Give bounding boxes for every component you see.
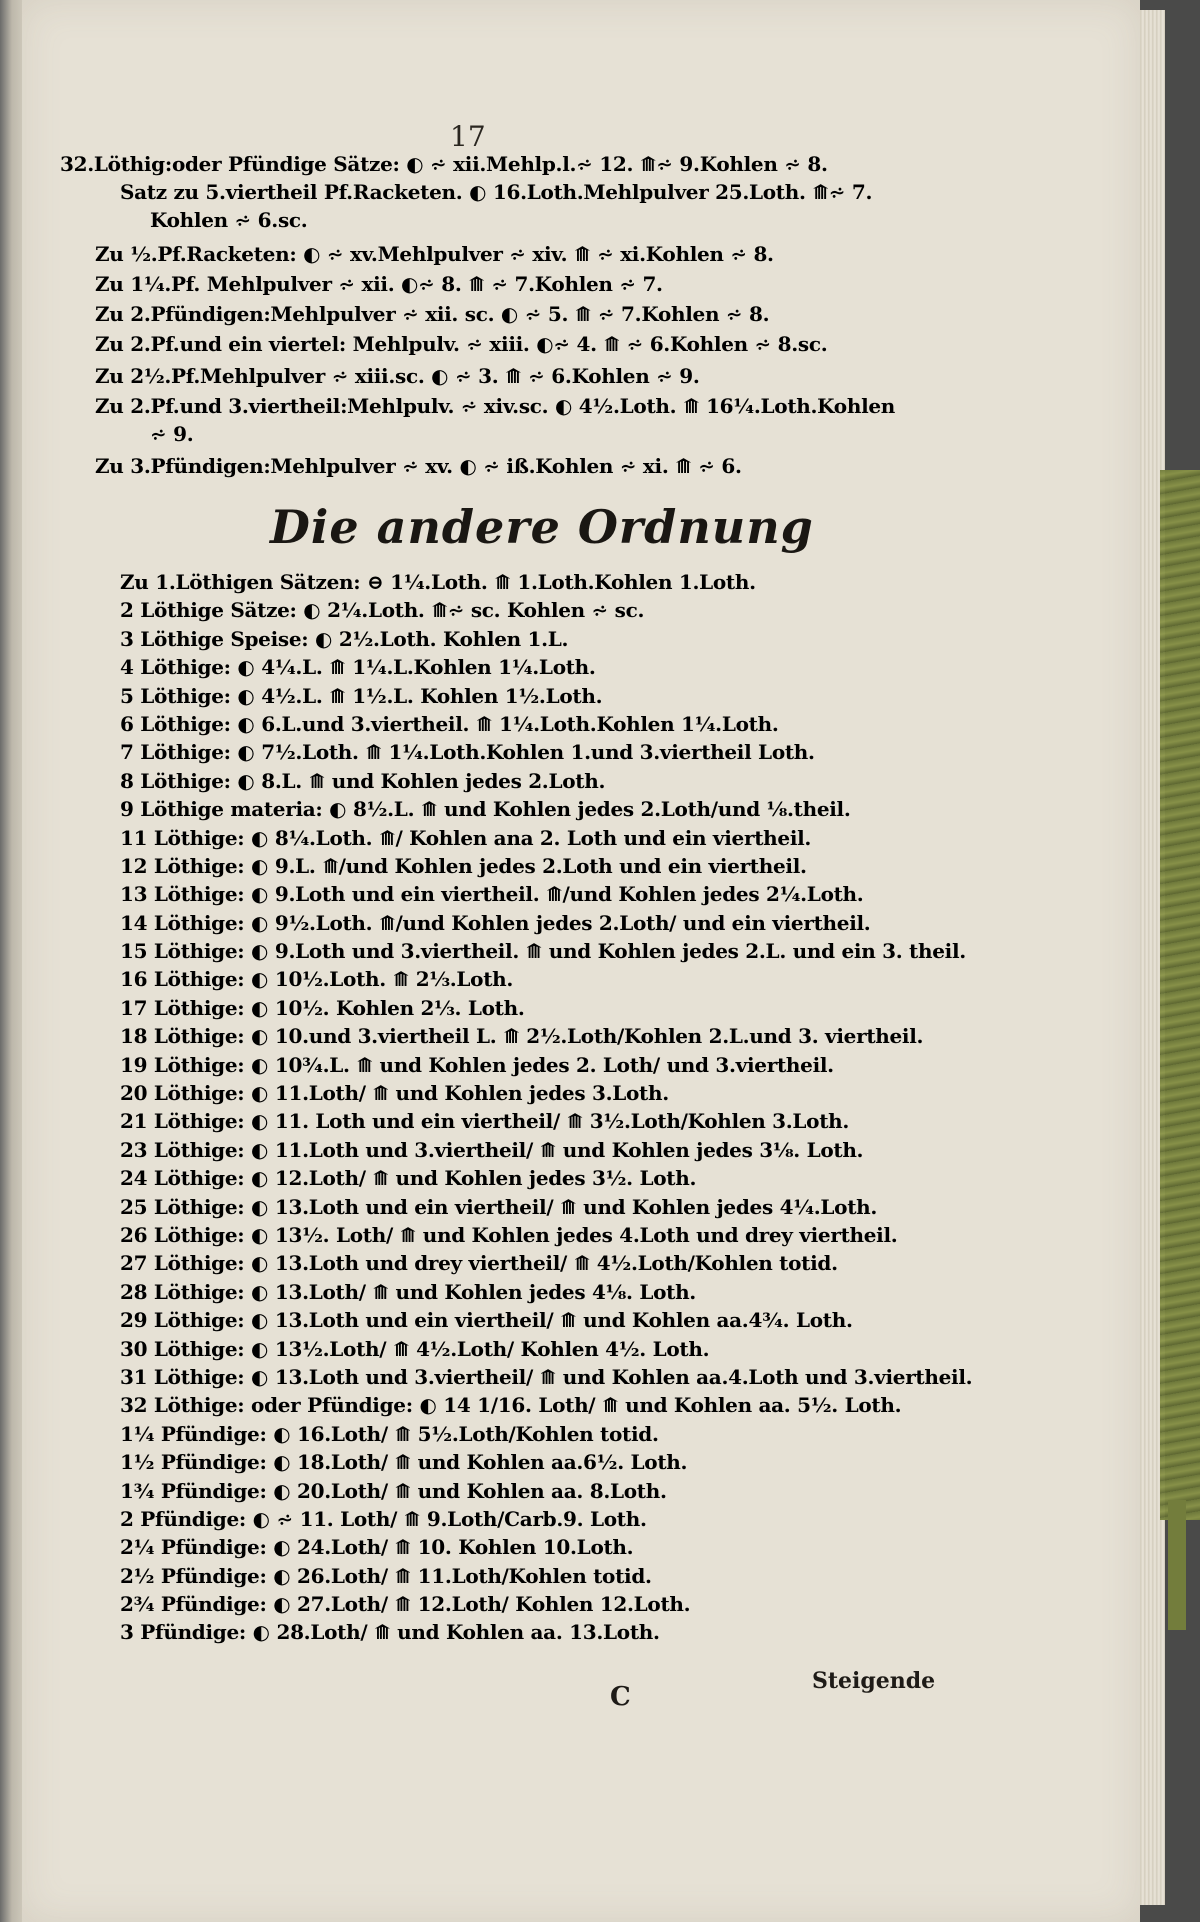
recipe-list-line: 3 Pfündige: ◐ 28.Loth/ ⟰ und Kohlen aa. 13.Loth. [120, 1620, 660, 1645]
recipe-list-line: 12 Löthige: ◐ 9.L. ⟰/und Kohlen jedes 2.Loth und ein viertheil. [120, 853, 807, 878]
recipe-list-line: 25 Löthige: ◐ 13.Loth und ein viertheil/ ⟰ und Kohlen jedes 4¼.Loth. [120, 1194, 878, 1219]
bookmark-ribbon [1160, 470, 1200, 1520]
recipe-list-line: 32 Löthige: oder Pfündige: ◐ 14 1/16. Loth/ ⟰ und Kohlen aa. 5½. Loth. [120, 1393, 902, 1418]
recipe-list-line: 18 Löthige: ◐ 10.und 3.viertheil L. ⟰ 2½.Loth/Kohlen 2.L.und 3. viertheil. [120, 1024, 924, 1049]
top-recipe-line: Zu 2.Pfündigen:Mehlpulver ⩫ xii. sc. ◐ ⩫ 5. ⟰ ⩫ 7.Kohlen ⩫ 8. [95, 302, 770, 326]
page-number: 17 [450, 120, 486, 153]
recipe-list-line: 13 Löthige: ◐ 9.Loth und ein viertheil. ⟰/und Kohlen jedes 2¼.Loth. [120, 882, 864, 907]
recipe-list-line: 14 Löthige: ◐ 9½.Loth. ⟰/und Kohlen jedes 2.Loth/ und ein viertheil. [120, 910, 871, 935]
section-heading: Die andere Ordnung [270, 500, 814, 554]
recipe-list-line: 5 Löthige: ◐ 4½.L. ⟰ 1½.L. Kohlen 1½.Loth. [120, 683, 603, 708]
recipe-list-line: 4 Löthige: ◐ 4¼.L. ⟰ 1¼.L.Kohlen 1¼.Loth. [120, 655, 596, 680]
recipe-list-line: 26 Löthige: ◐ 13½. Loth/ ⟰ und Kohlen jedes 4.Loth und drey viertheil. [120, 1222, 898, 1247]
recipe-list-line: 17 Löthige: ◐ 10½. Kohlen 2⅓. Loth. [120, 995, 525, 1020]
recipe-list-line: 21 Löthige: ◐ 11. Loth und ein viertheil/ ⟰ 3½.Loth/Kohlen 3.Loth. [120, 1109, 850, 1134]
recipe-list-line: 1½ Pfündige: ◐ 18.Loth/ ⟰ und Kohlen aa.6½. Loth. [120, 1450, 688, 1475]
top-recipe-line: Zu 2.Pf.und ein viertel: Mehlpulv. ⩫ xiii. ◐⩫ 4. ⟰ ⩫ 6.Kohlen ⩫ 8.sc. [95, 332, 828, 356]
recipe-list-line: 7 Löthige: ◐ 7½.Loth. ⟰ 1¼.Loth.Kohlen 1.und 3.viertheil Loth. [120, 740, 815, 765]
recipe-list-line: 29 Löthige: ◐ 13.Loth und ein viertheil/ ⟰ und Kohlen aa.4¾. Loth. [120, 1308, 853, 1333]
recipe-list-line: 3 Löthige Speise: ◐ 2½.Loth. Kohlen 1.L. [120, 626, 569, 651]
recipe-list-line: 9 Löthige materia: ◐ 8½.L. ⟰ und Kohlen jedes 2.Loth/und ⅛.theil. [120, 797, 851, 822]
recipe-list-line: 23 Löthige: ◐ 11.Loth und 3.viertheil/ ⟰ und Kohlen jedes 3⅛. Loth. [120, 1137, 864, 1162]
recipe-list-line: 6 Löthige: ◐ 6.L.und 3.viertheil. ⟰ 1¼.Loth.Kohlen 1¼.Loth. [120, 711, 779, 736]
top-recipe-line: 32.Löthig:oder Pfündige Sätze: ◐ ⩫ xii.Mehlp.l.⩫ 12. ⟰⩫ 9.Kohlen ⩫ 8. [60, 152, 828, 176]
recipe-list-line: 20 Löthige: ◐ 11.Loth/ ⟰ und Kohlen jedes 3.Loth. [120, 1081, 669, 1106]
recipe-list-line: 28 Löthige: ◐ 13.Loth/ ⟰ und Kohlen jedes 4⅛. Loth. [120, 1279, 696, 1304]
catchword: Steigende [812, 1668, 936, 1694]
recipe-list-line: 1¾ Pfündige: ◐ 20.Loth/ ⟰ und Kohlen aa. 8.Loth. [120, 1478, 667, 1503]
recipe-list-line: 30 Löthige: ◐ 13½.Loth/ ⟰ 4½.Loth/ Kohlen 4½. Loth. [120, 1336, 710, 1361]
recipe-list-line: 31 Löthige: ◐ 13.Loth und 3.viertheil/ ⟰ und Kohlen aa.4.Loth und 3.viertheil. [120, 1364, 973, 1389]
recipe-list-line: 16 Löthige: ◐ 10½.Loth. ⟰ 2⅓.Loth. [120, 967, 514, 992]
recipe-list-line: 27 Löthige: ◐ 13.Loth und drey viertheil/ ⟰ 4½.Loth/Kohlen totid. [120, 1251, 838, 1276]
recipe-list [120, 568, 973, 1647]
recipe-list-line: 8 Löthige: ◐ 8.L. ⟰ und Kohlen jedes 2.Loth. [120, 768, 606, 793]
signature-mark: C [610, 1682, 631, 1712]
top-recipe-line: Zu 3.Pfündigen:Mehlpulver ⩫ xv. ◐ ⩫ iß.Kohlen ⩫ xi. ⟰ ⩫ 6. [95, 454, 742, 478]
recipe-list-line: 19 Löthige: ◐ 10¾.L. ⟰ und Kohlen jedes 2. Loth/ und 3.viertheil. [120, 1052, 834, 1077]
recipe-list-line: 2½ Pfündige: ◐ 26.Loth/ ⟰ 11.Loth/Kohlen totid. [120, 1563, 652, 1588]
recipe-list-line: 2¼ Pfündige: ◐ 24.Loth/ ⟰ 10. Kohlen 10.Loth. [120, 1535, 634, 1560]
top-recipe-line: Satz zu 5.viertheil Pf.Racketen. ◐ 16.Loth.Mehlpulver 25.Loth. ⟰⩫ 7. [120, 180, 873, 204]
top-recipe-line: Kohlen ⩫ 6.sc. [150, 208, 308, 232]
bookmark-ribbon-end [1168, 1500, 1186, 1630]
recipe-list-line: 24 Löthige: ◐ 12.Loth/ ⟰ und Kohlen jedes 3½. Loth. [120, 1166, 697, 1191]
top-recipe-line: Zu 2½.Pf.Mehlpulver ⩫ xiii.sc. ◐ ⩫ 3. ⟰ ⩫ 6.Kohlen ⩫ 9. [95, 364, 700, 388]
recipe-list-line: Zu 1.Löthigen Sätzen: ⊖ 1¼.Loth. ⟰ 1.Loth.Kohlen 1.Loth. [120, 570, 756, 594]
recipe-list-line: 15 Löthige: ◐ 9.Loth und 3.viertheil. ⟰ und Kohlen jedes 2.L. und ein 3. theil. [120, 939, 966, 964]
top-recipe-line: ⩫ 9. [150, 422, 194, 446]
recipe-list-line: 11 Löthige: ◐ 8¼.Loth. ⟰/ Kohlen ana 2. Loth und ein viertheil. [120, 825, 812, 850]
recipe-list-line: 2 Löthige Sätze: ◐ 2¼.Loth. ⟰⩫ sc. Kohlen ⩫ sc. [120, 598, 645, 623]
top-recipe-line: Zu 1¼.Pf. Mehlpulver ⩫ xii. ◐⩫ 8. ⟰ ⩫ 7.Kohlen ⩫ 7. [95, 272, 663, 296]
recipe-list-line: 1¼ Pfündige: ◐ 16.Loth/ ⟰ 5½.Loth/Kohlen totid. [120, 1421, 659, 1446]
top-recipe-line: Zu ½.Pf.Racketen: ◐ ⩫ xv.Mehlpulver ⩫ xiv. ⟰ ⩫ xi.Kohlen ⩫ 8. [95, 242, 774, 266]
top-recipe-line: Zu 2.Pf.und 3.viertheil:Mehlpulv. ⩫ xiv.sc. ◐ 4½.Loth. ⟰ 16¼.Loth.Kohlen [95, 394, 896, 418]
recipe-list-line: 2 Pfündige: ◐ ⩫ 11. Loth/ ⟰ 9.Loth/Carb.9. Loth. [120, 1506, 647, 1531]
recipe-list-line: 2¾ Pfündige: ◐ 27.Loth/ ⟰ 12.Loth/ Kohlen 12.Loth. [120, 1592, 691, 1617]
